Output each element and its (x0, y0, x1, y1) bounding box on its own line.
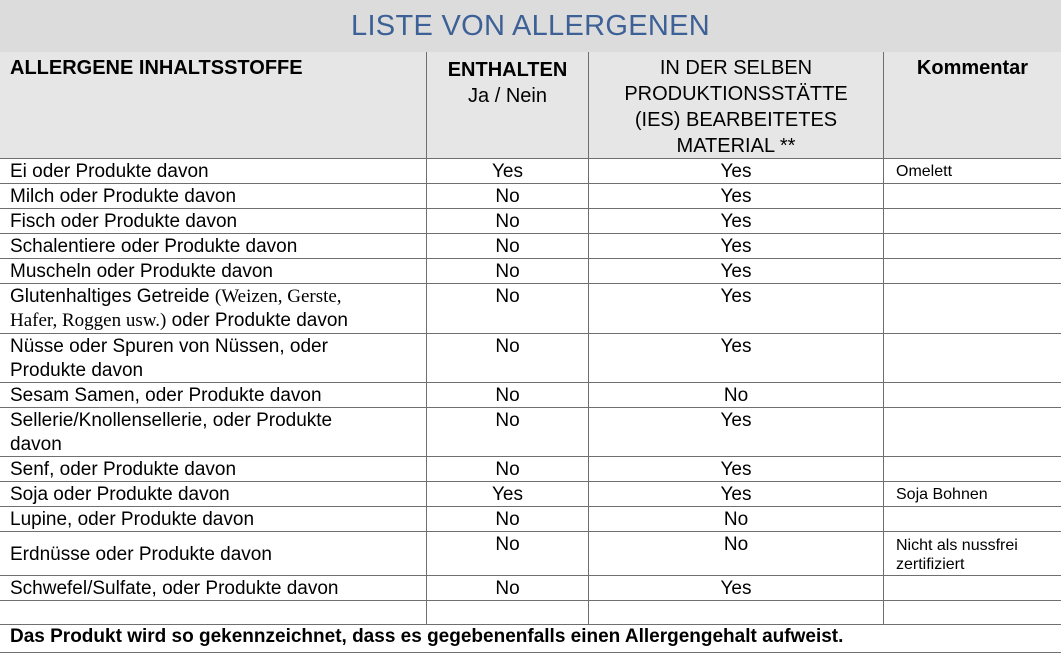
facility-value: Yes (720, 459, 752, 480)
allergen-name: Schalentiere oder Produkte davon (10, 236, 298, 257)
facility-header-line: IN DER SELBEN (659, 57, 813, 79)
comment-line: zertifiziert (896, 556, 965, 573)
allergen-name: Soja oder Produkte davon (10, 484, 230, 505)
title-bar (0, 0, 1061, 53)
allergen-name: Milch oder Produkte davon (10, 186, 237, 207)
column-header-ingredients: ALLERGENE INHALTSSTOFFE (10, 57, 303, 79)
facility-value: Yes (720, 236, 752, 257)
contains-value: Yes (492, 161, 523, 182)
grid-line (883, 52, 884, 624)
allergen-name-part: Glutenhaltiges Getreide (10, 286, 215, 307)
contains-value: Yes (492, 484, 523, 505)
allergen-name (10, 335, 420, 383)
facility-value: No (723, 385, 749, 406)
column-header-comment: Kommentar (916, 57, 1029, 79)
page-title: LISTE VON ALLERGENEN (351, 10, 710, 42)
comment-value: Soja Bohnen (896, 486, 988, 503)
contains-value: No (495, 211, 520, 232)
contains-value: No (495, 186, 520, 207)
comment-line: Nicht als nussfrei (896, 537, 1018, 554)
allergen-name-line: davon (10, 434, 62, 455)
facility-value: Yes (720, 484, 752, 505)
facility-value: No (723, 509, 749, 530)
grid-line (0, 158, 1061, 159)
allergen-name: Fisch oder Produkte davon (10, 211, 238, 232)
facility-value: Yes (720, 261, 752, 282)
facility-value: Yes (720, 578, 752, 599)
contains-value: No (495, 336, 520, 357)
grid-line (0, 575, 1061, 576)
contains-value: No (495, 410, 520, 431)
contains-value: No (495, 534, 520, 555)
allergen-name-line: Nüsse oder Spuren von Nüssen, oder (10, 336, 328, 357)
comment-value (896, 536, 1061, 574)
facility-value: Yes (720, 211, 752, 232)
allergen-name-part: Hafer, Roggen usw.) (10, 310, 167, 331)
facility-header-line: MATERIAL ** (676, 135, 796, 157)
contains-header-title: ENTHALTEN (447, 59, 568, 81)
grid-line (0, 652, 1061, 653)
allergen-name-line: Sellerie/Knollensellerie, oder Produkte (10, 410, 333, 431)
footer-note: Das Produkt wird so gekennzeichnet, dass es gegebenenfalls einen Allergengehalt aufweist. (10, 626, 844, 647)
allergen-name: Muscheln oder Produkte davon (10, 261, 273, 282)
comment-value: Omelett (896, 163, 953, 180)
allergen-name: Ei oder Produkte davon (10, 161, 209, 182)
facility-value: Yes (720, 286, 752, 307)
contains-value: No (495, 385, 520, 406)
facility-value: Yes (720, 336, 752, 357)
column-header-contains (427, 57, 588, 109)
facility-value: No (723, 534, 749, 555)
contains-value: No (495, 459, 520, 480)
column-header-facility (589, 55, 883, 159)
allergen-name: Lupine, oder Produkte davon (10, 509, 255, 530)
facility-header-line: PRODUKTIONSSTÄTTE (624, 83, 848, 105)
allergen-name-part: oder Produkte davon (166, 310, 348, 331)
allergen-name-part: (Weizen, Gerste, (214, 286, 342, 307)
allergen-name-line: Produkte davon (10, 360, 144, 381)
contains-value: No (495, 236, 520, 257)
allergen-name: Sesam Samen, oder Produkte davon (10, 385, 322, 406)
allergen-name (10, 409, 420, 457)
allergen-name (10, 285, 420, 333)
grid-line (0, 624, 1061, 625)
facility-header-line: (IES) BEARBEITETES (634, 109, 838, 131)
contains-value: No (495, 578, 520, 599)
allergen-name: Schwefel/Sulfate, oder Produkte davon (10, 578, 339, 599)
grid-line (0, 333, 1061, 334)
facility-value: Yes (720, 410, 752, 431)
contains-header-subtitle: Ja / Nein (468, 85, 547, 107)
contains-value: No (495, 286, 520, 307)
contains-value: No (495, 261, 520, 282)
allergen-name: Senf, oder Produkte davon (10, 459, 237, 480)
facility-value: Yes (720, 186, 752, 207)
facility-value: Yes (720, 161, 752, 182)
allergen-name: Erdnüsse oder Produkte davon (10, 544, 272, 565)
contains-value: No (495, 509, 520, 530)
